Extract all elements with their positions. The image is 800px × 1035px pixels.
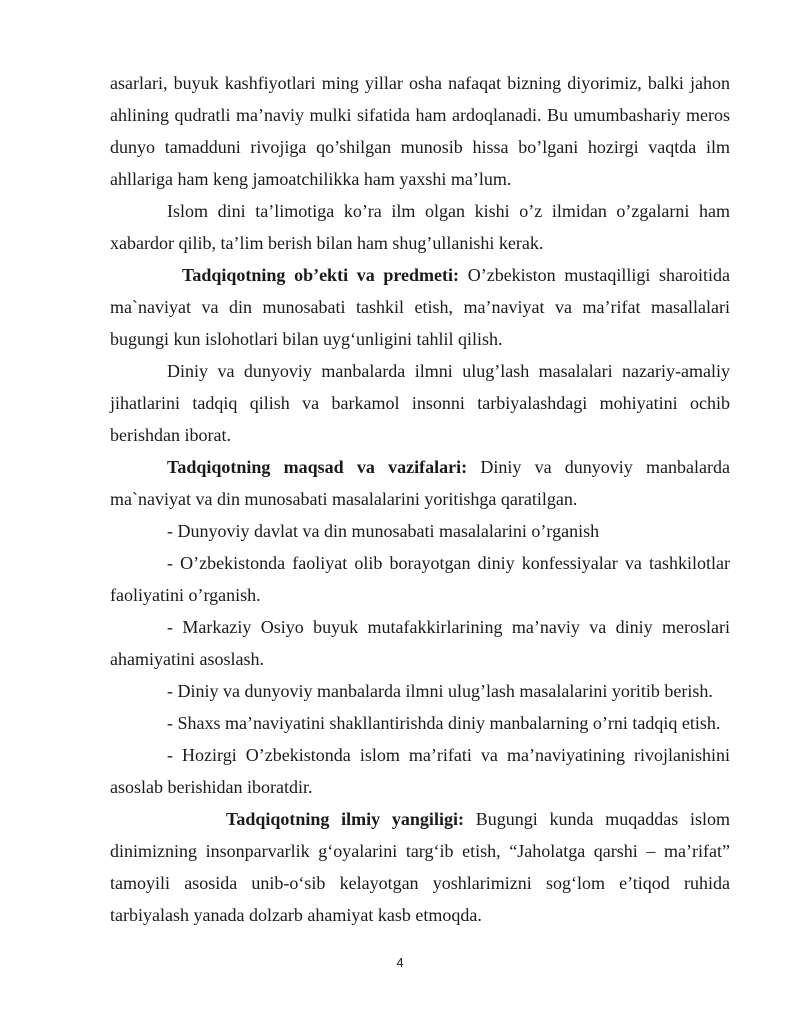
list-item (110, 739, 730, 803)
list-item (110, 611, 730, 675)
paragraph-3-text: O’zbekiston mustaqilligi sharoitida ma`naviyat va din munosabati tashkil etish, ma’naviyat va ma’rifat masallalari bugungi kun islohotlari bilan uyg‘unligini tahlil qilish. (110, 265, 730, 349)
paragraph-4-text: Diniy va dunyoviy manbalarda ilmni ulug’lash masalalari nazariy-amaliy jihatlarini tadqiq qilish va barkamol insonni tarbiyalashdagi mohiyatini ochib berishdan iborat. (110, 361, 730, 445)
paragraph-2-text: Islom dini ta’limotiga ko’ra ilm olgan kishi o’z ilmidan o’zgalarni ham xabardor qilib, ta’lim berish bilan ham shug’ullanishi kerak. (110, 201, 730, 253)
list-item (110, 547, 730, 611)
paragraph-object-subject (110, 259, 730, 355)
heading-scientific-novelty: Tadqiqotning ilmiy yangiligi: (226, 809, 464, 829)
list-item-text: - Diniy va dunyoviy manbalarda ilmni ulug’lash masalalarini yoritib berish. (167, 681, 713, 701)
list-item (110, 707, 730, 739)
heading-object-subject: Tadqiqotning ob’ekti va predmeti: (182, 265, 460, 285)
list-item-text: - Shaxs ma’naviyatini shakllantirishda diniy manbalarning o’rni tadqiq etish. (167, 713, 721, 733)
list-item-text: - Markaziy Osiyo buyuk mutafakkirlarining ma’naviy va diniy meroslari ahamiyatini asoslash. (110, 617, 730, 669)
document-body (110, 67, 730, 931)
paragraph-4 (110, 355, 730, 451)
page-number: 4 (396, 955, 404, 970)
paragraph-2 (110, 195, 730, 259)
list-item (110, 515, 730, 547)
paragraph-goals-tasks (110, 451, 730, 515)
paragraph-5-text: Diniy va dunyoviy manbalarda ma`naviyat va din munosabati masalalarini yoritishga qaratilgan. (110, 457, 730, 509)
paragraph-1-text: asarlari, buyuk kashfiyotlari ming yillar osha nafaqat bizning diyorimiz, balki jahon ahlining qudratli ma’naviy mulki sifatida ham ardoqlanadi. Bu umumbashariy meros dunyo tamadduni rivojiga qo’shilgan munosib hissa bo’lgani hozirgi vaqtda ilm ahllariga ham keng jamoatchilikka ham yaxshi ma’lum. (110, 73, 730, 189)
paragraph-1 (110, 67, 730, 195)
list-item (110, 675, 730, 707)
heading-goals-tasks: Tadqiqotning maqsad va vazifalari: (167, 457, 468, 477)
list-item-text: - Dunyoviy davlat va din munosabati masalalarini o’rganish (167, 521, 600, 541)
paragraph-12-text: Bugungi kunda muqaddas islom dinimizning insonparvarlik g‘oyalarini targ‘ib etish, “Jaholatga qarshi – ma’rifat” tamoyili asosida unib-o‘sib kelayotgan yoshlarimizni sog‘lom e’tiqod ruhida tarbiyalash yanada dolzarb ahamiyat kasb etmoqda. (110, 809, 730, 925)
paragraph-scientific-novelty (110, 803, 730, 931)
list-item-text: - O’zbekistonda faoliyat olib borayotgan diniy konfessiyalar va tashkilotlar faoliyatini o’rganish. (110, 553, 730, 605)
list-item-text: - Hozirgi O’zbekistonda islom ma’rifati va ma’naviyatining rivojlanishini asoslab berishidan iboratdir. (110, 745, 730, 797)
